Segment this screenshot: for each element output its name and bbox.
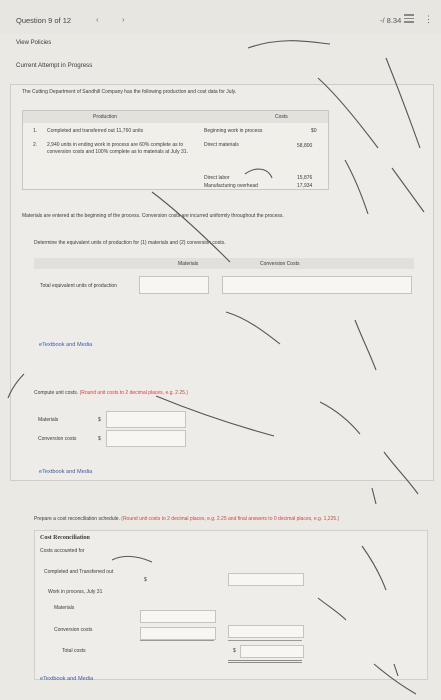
production-item-1-num: 1. <box>33 128 38 134</box>
etextbook-link-1[interactable]: eTextbook and Media <box>39 342 93 348</box>
cost-value-dm: 58,800 <box>297 143 313 149</box>
eu-col-materials: Materials <box>178 261 199 267</box>
costs-header: Costs <box>275 114 288 120</box>
chevron-right-icon[interactable]: › <box>122 15 125 24</box>
pen-stroke <box>394 664 398 676</box>
cost-value-dl: 15,876 <box>297 175 313 181</box>
pen-stroke <box>386 58 420 148</box>
production-header: Production <box>93 114 117 120</box>
etextbook-link-2[interactable]: eTextbook and Media <box>39 469 93 475</box>
completed-transferred-label: Completed and Transferred out <box>44 569 114 575</box>
cost-value-moh: 17,934 <box>297 183 313 189</box>
unit-cost-conversion-label: Conversion costs <box>38 436 77 442</box>
question-title: Question 9 of 12 <box>16 16 72 25</box>
more-vertical-icon[interactable]: ⋮ <box>424 14 433 24</box>
pen-stroke <box>248 41 330 48</box>
pen-stroke <box>362 546 386 590</box>
pen-stroke <box>345 160 368 214</box>
pen-stroke <box>318 598 346 620</box>
costs-accounted-label: Costs accounted for <box>40 548 85 554</box>
part3-instruction: Prepare a cost reconciliation schedule. <box>34 516 120 522</box>
wip-materials-label: Materials <box>54 605 75 611</box>
total-costs-label: Total costs <box>62 648 86 654</box>
production-item-2: 2,940 units in ending work in process are 60% complete as to conversion costs and 100% complete as to materials at July 31. <box>47 142 188 155</box>
pen-stroke <box>112 556 152 562</box>
pen-stroke <box>355 320 376 370</box>
pen-stroke <box>318 78 378 148</box>
eu-row-label: Total equivalent units of production <box>40 283 117 289</box>
pen-stroke <box>8 374 24 398</box>
pen-stroke <box>372 488 376 504</box>
part3-rounding-note: (Round unit costs to 2 decimal places, e.g. 2.25 and final answers to 0 decimal places, e.g. 1,225.) <box>121 516 340 522</box>
reconciliation-title: Cost Reconciliation <box>40 535 90 541</box>
production-item-1: Completed and transferred out 11,760 units <box>47 128 144 134</box>
pen-stroke <box>320 402 360 434</box>
chevron-left-icon[interactable]: ‹ <box>96 15 99 24</box>
pen-stroke <box>152 192 230 262</box>
score: -/ 8.34 <box>380 16 402 25</box>
pen-stroke <box>245 169 272 178</box>
process-note: Materials are entered at the beginning of the process. Conversion costs are incurred uniformly throughout the process. <box>22 213 284 219</box>
part2-instruction: Compute unit costs. <box>34 390 79 396</box>
cost-label-dl: Direct labor <box>204 175 230 181</box>
etextbook-link-3[interactable]: eTextbook and Media <box>40 676 94 682</box>
pen-stroke <box>384 452 418 494</box>
completed-currency: $ <box>144 577 147 583</box>
wip-label: Work in process, July 31 <box>48 589 103 595</box>
pen-stroke <box>226 312 280 344</box>
part2-rounding-note: (Round unit costs to 2 decimal places, e.g. 2.25.) <box>79 390 188 396</box>
cost-label-moh: Manufacturing overhead <box>204 183 258 189</box>
attempt-status: Current Attempt in Progress <box>16 62 93 69</box>
unit-cost-materials-currency: $ <box>98 417 101 423</box>
pen-stroke <box>392 168 424 212</box>
production-item-2-num: 2. <box>33 142 38 148</box>
unit-cost-conversion-currency: $ <box>98 436 101 442</box>
view-policies-link[interactable]: View Policies <box>16 40 52 46</box>
pen-stroke <box>156 396 274 436</box>
cost-label-bwip: Beginning work in process <box>204 128 263 134</box>
wip-conversion-label: Conversion costs <box>54 627 93 633</box>
total-costs-currency: $ <box>233 648 236 654</box>
cost-value-bwip: $0 <box>311 128 317 134</box>
unit-cost-materials-label: Materials <box>38 417 59 423</box>
cost-label-dm: Direct materials <box>204 142 239 148</box>
eu-col-conversion: Conversion Costs <box>260 261 300 267</box>
part1-instruction: Determine the equivalent units of production for (1) materials and (2) conversion costs. <box>34 240 226 246</box>
problem-intro: The Cutting Department of Sandhill Company has the following production and cost data for July. <box>22 89 237 95</box>
